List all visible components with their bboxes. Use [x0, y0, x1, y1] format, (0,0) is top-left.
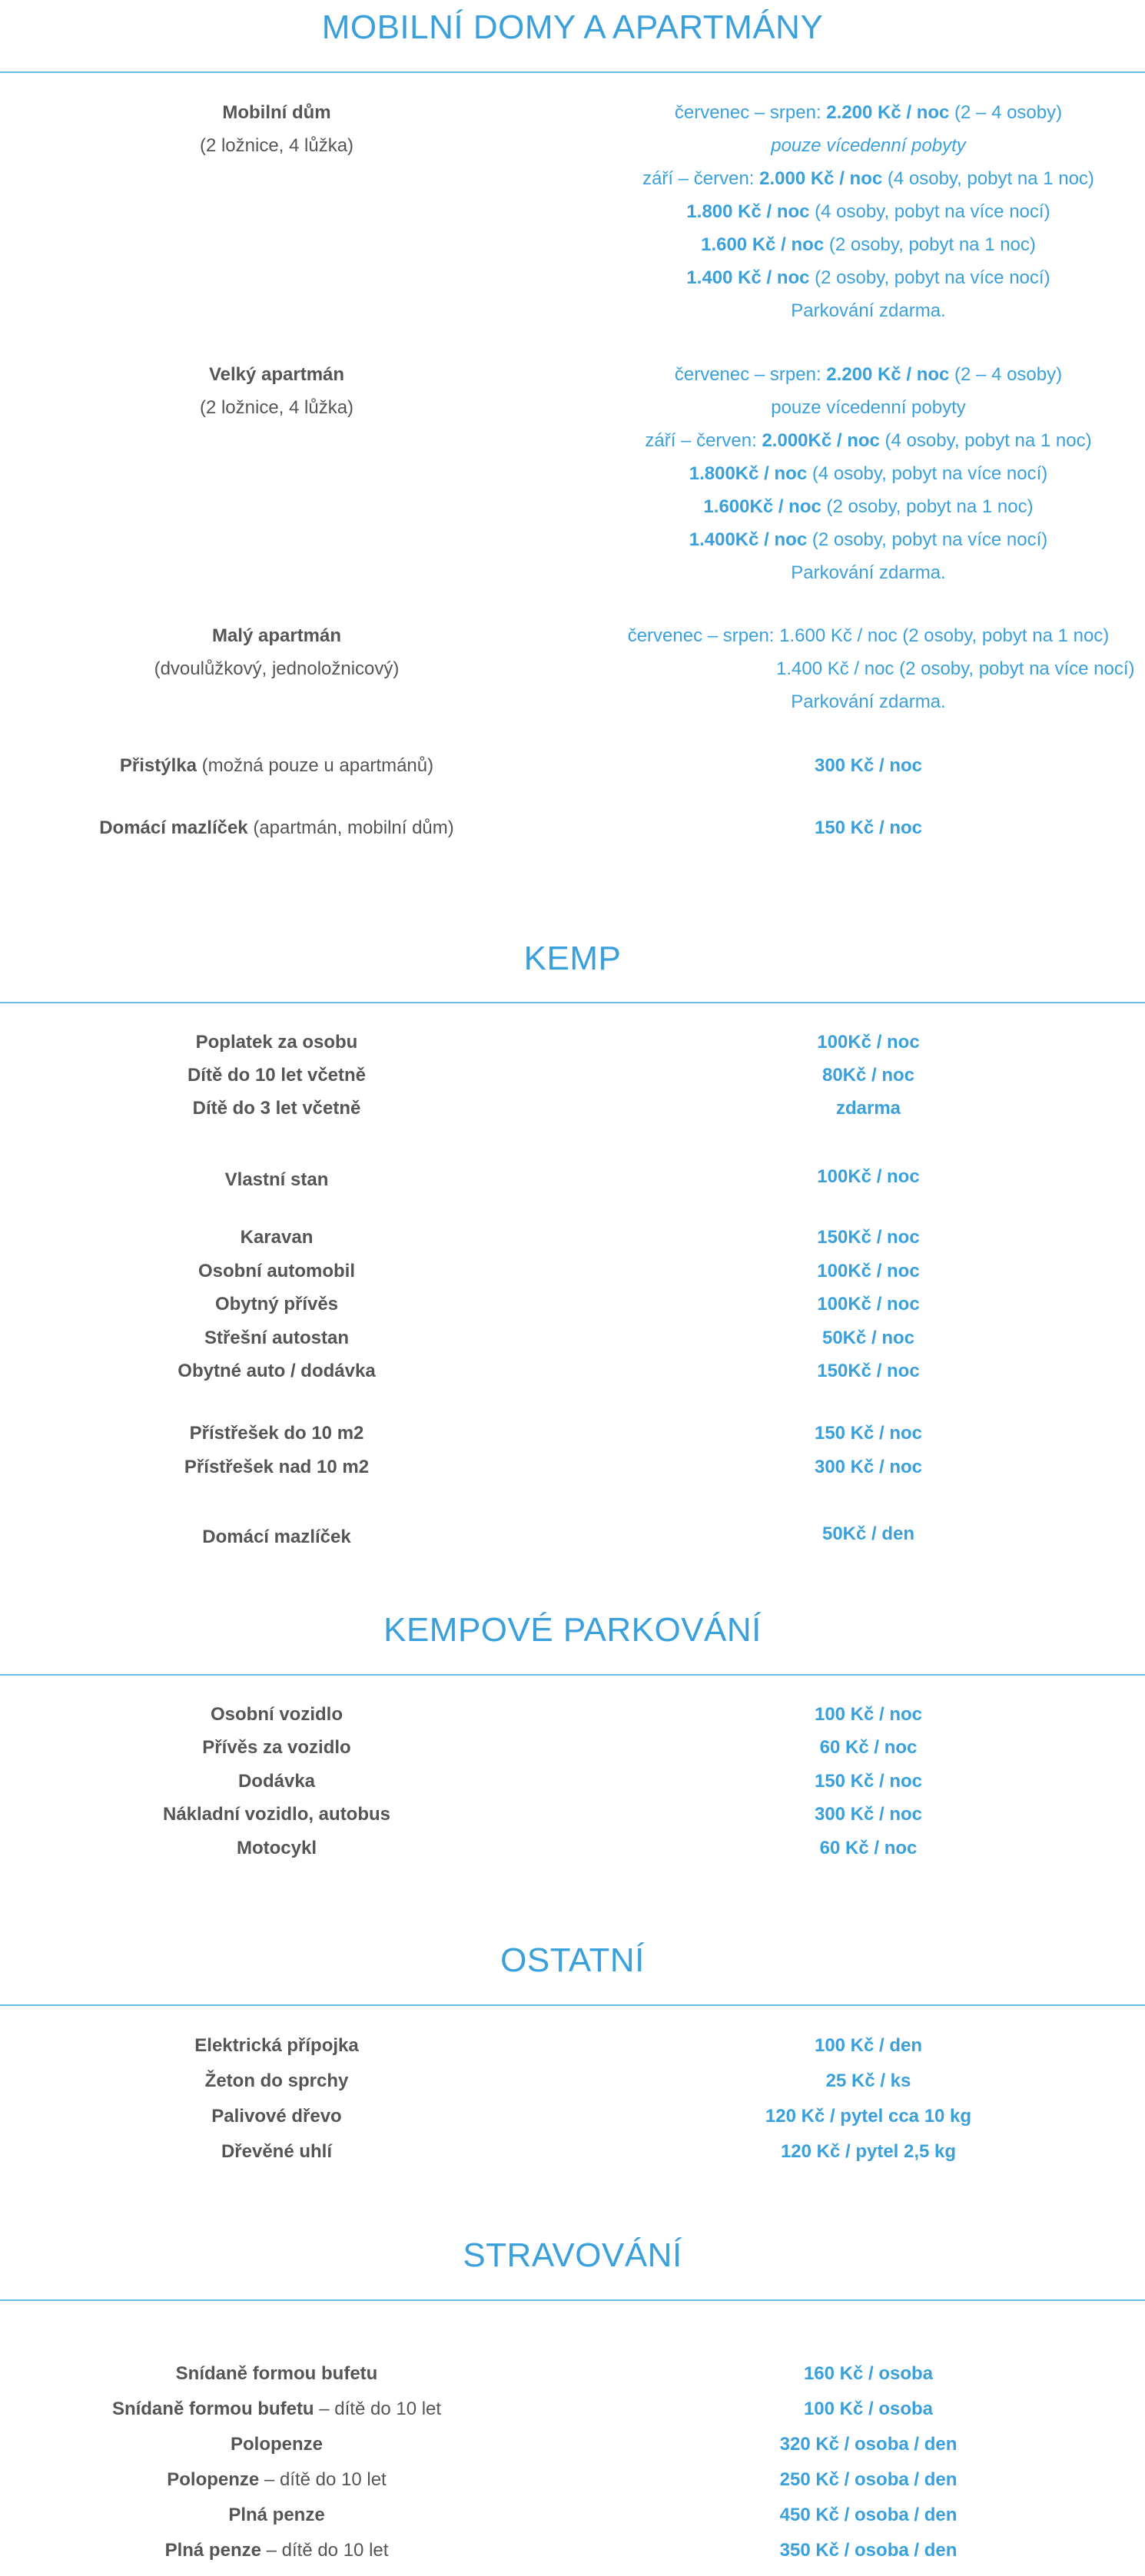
- item-price: 120 Kč / pytel 2,5 kg: [780, 2141, 957, 2162]
- item-name: Domácí mazlíček (apartmán, mobilní dům): [99, 817, 454, 838]
- item-price: 100 Kč / noc: [814, 1704, 923, 1725]
- price-line: září – červen: 2.000Kč / noc (4 osoby, pobyt na 1 noc): [645, 430, 1092, 451]
- item-name: Střešní autostan: [204, 1328, 350, 1348]
- item-price: 100Kč / noc: [817, 1032, 920, 1053]
- price-line: 1.800 Kč / noc (4 osoby, pobyt na více nocí): [686, 201, 1050, 222]
- item-name: Osobní vozidlo: [211, 1704, 343, 1725]
- price-line: červenec – srpen: 2.200 Kč / noc (2 – 4 osoby): [674, 102, 1063, 123]
- item-name: Velký apartmán: [208, 364, 345, 385]
- item-price: 100 Kč / osoba: [803, 2399, 934, 2419]
- item-price: 100 Kč / den: [814, 2035, 923, 2056]
- item-price: 50Kč / den: [821, 1523, 915, 1544]
- section-divider: [0, 2299, 1145, 2301]
- item-name: Polopenze – dítě do 10 let: [167, 2469, 387, 2490]
- item-name: Palivové dřevo: [211, 2106, 342, 2127]
- item-price: 50Kč / noc: [821, 1328, 915, 1348]
- item-name: Obytné auto / dodávka: [178, 1361, 376, 1381]
- section-title-kemp: KEMP: [523, 940, 622, 977]
- item-name: Plná penze – dítě do 10 let: [164, 2540, 389, 2561]
- item-name: Plná penze: [228, 2505, 325, 2525]
- price-note: pouze vícedenní pobyty: [771, 135, 966, 156]
- item-price: 25 Kč / ks: [825, 2070, 911, 2091]
- item-price: 250 Kč / osoba / den: [779, 2469, 957, 2490]
- item-name: Vlastní stan: [224, 1169, 329, 1190]
- item-price: 320 Kč / osoba / den: [779, 2434, 957, 2455]
- item-price: 450 Kč / osoba / den: [779, 2505, 957, 2525]
- item-name: Dítě do 10 let včetně: [187, 1065, 367, 1086]
- item-price: 150 Kč / noc: [814, 1771, 923, 1792]
- section-divider: [0, 2004, 1145, 2006]
- price-line: 1.400 Kč / noc (2 osoby, pobyt na více nocí): [776, 658, 1135, 679]
- item-name: Malý apartmán: [211, 625, 342, 646]
- price-line: 1.600 Kč / noc (2 osoby, pobyt na 1 noc): [701, 234, 1036, 255]
- item-name: Domácí mazlíček: [202, 1527, 351, 1547]
- item-price: 300 Kč / noc: [814, 1457, 923, 1477]
- item-name: Přístřešek nad 10 m2: [184, 1457, 370, 1477]
- item-name: Snídaně formou bufetu – dítě do 10 let: [111, 2399, 442, 2419]
- item-price: 150Kč / noc: [817, 1227, 920, 1248]
- section-divider: [0, 1002, 1145, 1003]
- item-price: 100Kč / noc: [817, 1294, 920, 1315]
- item-name: Přístřešek do 10 m2: [189, 1423, 364, 1444]
- section-title-mobilni: MOBILNÍ DOMY A APARTMÁNY: [321, 8, 824, 46]
- section-title-stravovani: STRAVOVÁNÍ: [463, 2236, 682, 2274]
- item-price: zdarma: [835, 1098, 901, 1119]
- price-line: září – červen: 2.000 Kč / noc (4 osoby, pobyt na 1 noc): [642, 168, 1094, 189]
- item-name: Přívěs za vozidlo: [202, 1737, 351, 1758]
- item-price: 60 Kč / noc: [819, 1838, 918, 1858]
- item-name: Polopenze: [230, 2434, 323, 2455]
- item-price: 100Kč / noc: [817, 1261, 920, 1281]
- price-note: pouze vícedenní pobyty: [771, 397, 966, 418]
- parking-note: Parkování zdarma.: [791, 562, 946, 583]
- item-name: Dřevěné uhlí: [221, 2141, 333, 2162]
- item-description: (2 ložnice, 4 lůžka): [199, 135, 354, 156]
- item-price: 100Kč / noc: [817, 1166, 920, 1187]
- price-line: červenec – srpen: 2.200 Kč / noc (2 – 4 osoby): [674, 364, 1063, 385]
- item-price: 300 Kč / noc: [814, 1804, 923, 1825]
- item-description: (2 ložnice, 4 lůžka): [199, 397, 354, 418]
- item-name: Elektrická přípojka: [194, 2035, 359, 2056]
- item-price: 150Kč / noc: [817, 1361, 920, 1381]
- item-name: Dodávka: [237, 1771, 316, 1792]
- item-name: Nákladní vozidlo, autobus: [162, 1804, 391, 1825]
- parking-note: Parkování zdarma.: [791, 691, 946, 712]
- item-name: Osobní automobil: [198, 1261, 355, 1281]
- price-line: 1.600Kč / noc (2 osoby, pobyt na 1 noc): [703, 496, 1034, 517]
- item-price: 300 Kč / noc: [814, 755, 923, 776]
- item-price: 120 Kč / pytel cca 10 kg: [765, 2106, 972, 2127]
- price-line: 1.400 Kč / noc (2 osoby, pobyt na více nocí): [686, 267, 1050, 288]
- item-price: 80Kč / noc: [821, 1065, 915, 1086]
- item-name: Snídaně formou bufetu: [175, 2363, 378, 2384]
- item-name: Obytný přívěs: [214, 1294, 339, 1315]
- item-description: (dvoulůžkový, jednoložnicový): [154, 658, 400, 679]
- item-name: Žeton do sprchy: [204, 2070, 349, 2091]
- parking-note: Parkování zdarma.: [791, 300, 946, 321]
- price-line: 1.400Kč / noc (2 osoby, pobyt na více nocí): [689, 529, 1048, 550]
- item-name: Dítě do 3 let včetně: [192, 1098, 361, 1119]
- item-name: Mobilní dům: [222, 102, 331, 123]
- item-price: 150 Kč / noc: [814, 817, 923, 838]
- section-divider: [0, 1674, 1145, 1676]
- item-price: 160 Kč / osoba: [803, 2363, 934, 2384]
- price-line: červenec – srpen: 1.600 Kč / noc (2 osoby, pobyt na 1 noc): [627, 625, 1110, 646]
- section-title-ostatni: OSTATNÍ: [500, 1941, 645, 1979]
- section-divider: [0, 71, 1145, 73]
- section-title-parkovani: KEMPOVÉ PARKOVÁNÍ: [383, 1611, 762, 1649]
- item-price: 60 Kč / noc: [819, 1737, 918, 1758]
- item-name: Motocykl: [236, 1838, 317, 1858]
- item-name: Poplatek za osobu: [195, 1032, 358, 1053]
- item-name: Přistýlka (možná pouze u apartmánů): [119, 755, 434, 776]
- price-line: 1.800Kč / noc (4 osoby, pobyt na více nocí): [689, 463, 1048, 484]
- item-price: 150 Kč / noc: [814, 1423, 923, 1444]
- item-name: Karavan: [240, 1227, 314, 1248]
- item-price: 350 Kč / osoba / den: [779, 2540, 957, 2561]
